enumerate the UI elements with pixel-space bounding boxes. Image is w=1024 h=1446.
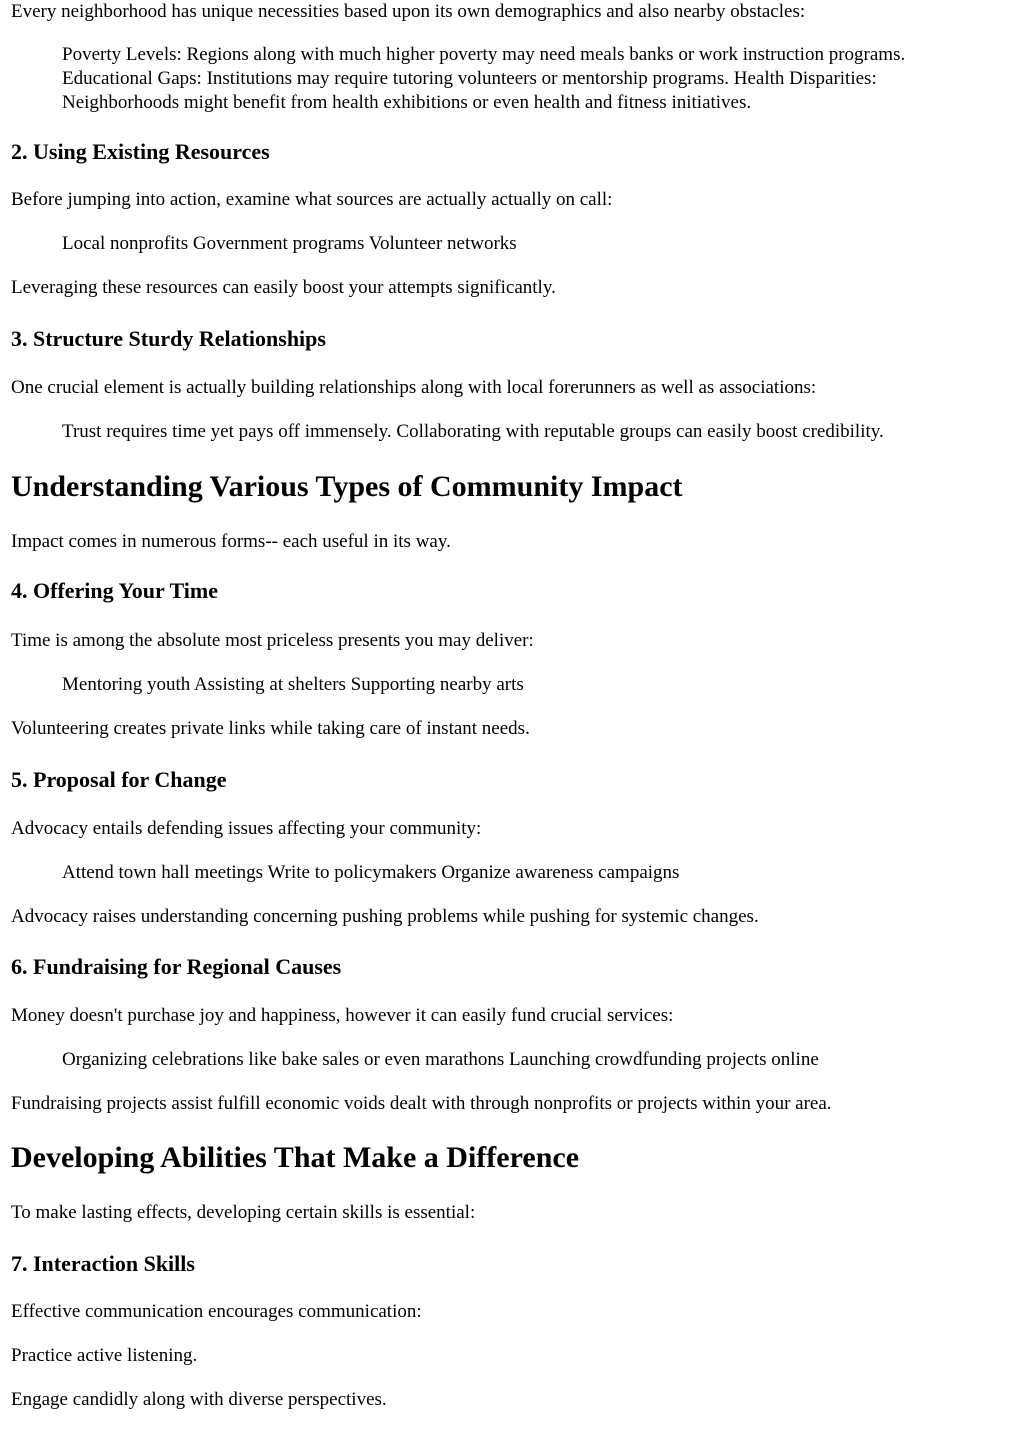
section-heading-4: 4. Offering Your Time <box>11 578 218 603</box>
section-5-paragraph-1: Advocacy entails defending issues affecting your community: <box>11 818 482 839</box>
impact-paragraph: Impact comes in numerous forms-- each useful in its way. <box>11 531 451 552</box>
section-2-paragraph-1: Before jumping into action, examine what sources are actually actually on call: <box>11 189 613 210</box>
section-3-blockquote: Trust requires time yet pays off immensely. Collaborating with reputable groups can easily boost credibility. <box>62 421 884 442</box>
section-2-blockquote: Local nonprofits Government programs Volunteer networks <box>62 233 517 254</box>
section-4-paragraph-2: Volunteering creates private links while taking care of instant needs. <box>11 718 530 739</box>
section-heading-7: 7. Interaction Skills <box>11 1251 195 1276</box>
section-heading-5: 5. Proposal for Change <box>11 767 227 792</box>
section-5-paragraph-2: Advocacy raises understanding concerning pushing problems while pushing for systemic changes. <box>11 906 759 927</box>
section-5-blockquote: Attend town hall meetings Write to policymakers Organize awareness campaigns <box>62 862 680 883</box>
section-7-paragraph-1: Effective communication encourages communication: <box>11 1301 422 1322</box>
section-2-paragraph-2: Leveraging these resources can easily boost your attempts significantly. <box>11 277 556 298</box>
section-4-paragraph-1: Time is among the absolute most priceless presents you may deliver: <box>11 630 534 651</box>
intro-blockquote: Poverty Levels: Regions along with much higher poverty may need meals banks or work instruction programs. Educational Gaps: Institutions may require tutoring volunteers or mentorship programs. Health Disparities: Neighborhoods might benefit from health exhibitions or even health and fitness initiatives. <box>62 44 906 113</box>
section-7-paragraph-3: Engage candidly along with diverse perspectives. <box>11 1389 387 1410</box>
section-heading-6: 6. Fundraising for Regional Causes <box>11 954 342 979</box>
intro-paragraph: Every neighborhood has unique necessities based upon its own demographics and also nearby obstacles: <box>11 1 806 22</box>
major-heading-skills: Developing Abilities That Make a Difference <box>11 1141 580 1174</box>
major-heading-impact: Understanding Various Types of Community Impact <box>11 470 683 503</box>
skills-paragraph: To make lasting effects, developing certain skills is essential: <box>11 1202 476 1223</box>
section-6-paragraph-2: Fundraising projects assist fulfill economic voids dealt with through nonprofits or projects within your area. <box>11 1093 832 1114</box>
section-4-blockquote: Mentoring youth Assisting at shelters Supporting nearby arts <box>62 674 524 695</box>
section-6-blockquote: Organizing celebrations like bake sales or even marathons Launching crowdfunding projects online <box>62 1049 819 1070</box>
section-heading-3: 3. Structure Sturdy Relationships <box>11 326 326 351</box>
section-6-paragraph-1: Money doesn't purchase joy and happiness, however it can easily fund crucial services: <box>11 1005 674 1026</box>
section-7-paragraph-2: Practice active listening. <box>11 1345 198 1366</box>
section-heading-2: 2. Using Existing Resources <box>11 139 270 164</box>
section-3-paragraph-1: One crucial element is actually building relationships along with local forerunners as well as associations: <box>11 377 817 398</box>
